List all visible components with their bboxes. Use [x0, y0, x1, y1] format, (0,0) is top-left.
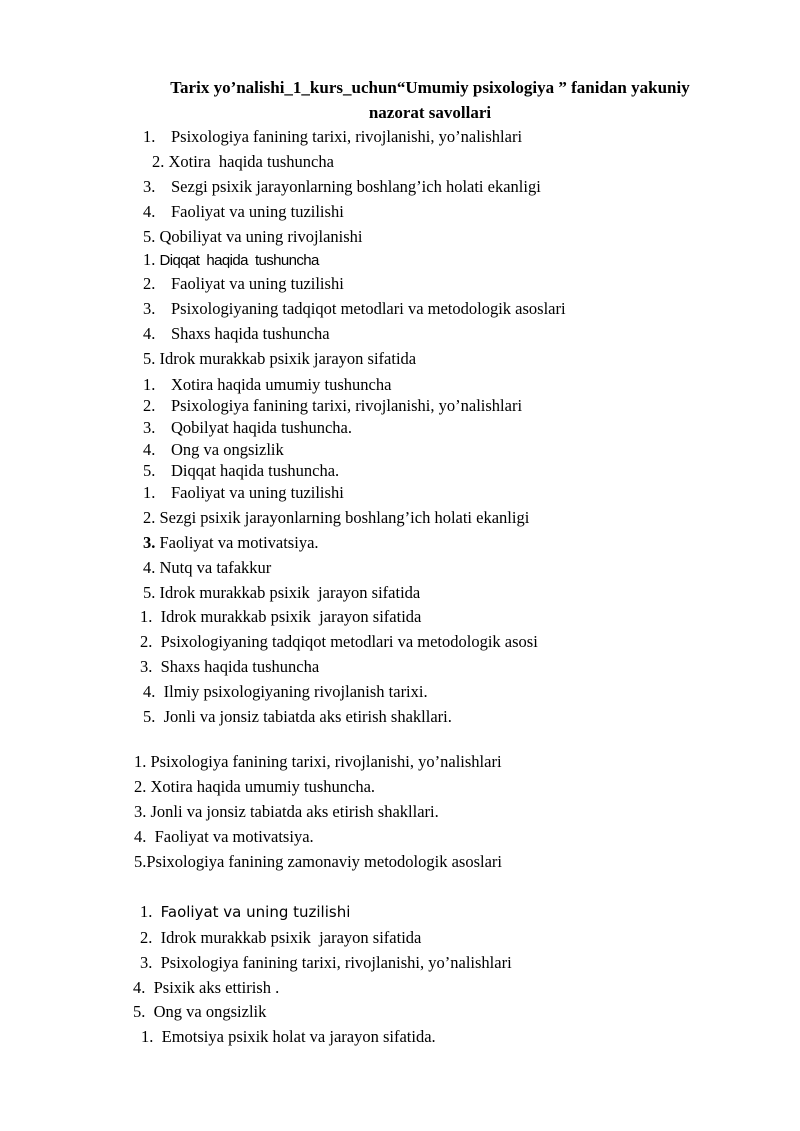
question-item: 1. Idrok murakkab psixik jarayon sifatida	[140, 607, 422, 626]
question-item: 3. Psixologiyaning tadqiqot metodlari va metodologik asoslari	[143, 299, 566, 318]
question-item: 4. Faoliyat va uning tuzilishi	[143, 202, 344, 221]
question-item: 2. Sezgi psixik jarayonlarning boshlang’ich holati ekanligi	[143, 508, 530, 527]
question-item: 3. Faoliyat va motivatsiya.	[143, 533, 319, 552]
question-item: 4. Faoliyat va motivatsiya.	[134, 827, 314, 846]
question-item: 2. Psixologiya fanining tarixi, rivojlanishi, yo’nalishlari	[143, 396, 523, 415]
question-item: 1. Faoliyat va uning tuzilishi	[140, 902, 351, 921]
question-item: 2. Faoliyat va uning tuzilishi	[143, 274, 344, 293]
question-item: 5. Ong va ongsizlik	[133, 1002, 267, 1021]
question-item: 5. Jonli va jonsiz tabiatda aks etirish shakllari.	[143, 707, 452, 726]
question-item: 3. Jonli va jonsiz tabiatda aks etirish shakllari.	[134, 802, 439, 821]
question-item: 1. Psixologiya fanining tarixi, rivojlanishi, yo’nalishlari	[143, 127, 523, 146]
question-item: 1. Emotsiya psixik holat va jarayon sifatida.	[141, 1027, 436, 1046]
question-item: 4. Ilmiy psixologiyaning rivojlanish tarixi.	[143, 682, 428, 701]
question-item: 4. Shaxs haqida tushuncha	[143, 324, 330, 343]
question-item: 4. Nutq va tafakkur	[143, 558, 272, 577]
question-item: 5. Diqqat haqida tushuncha.	[143, 461, 340, 480]
document-title-line-1: Tarix yo’nalishi_1_kurs_uchun“Umumiy psixologiya ” fanidan yakuniy	[170, 78, 690, 97]
question-item: 2. Psixologiyaning tadqiqot metodlari va metodologik asosi	[140, 632, 538, 651]
question-item: 3. Shaxs haqida tushuncha	[140, 657, 320, 676]
question-item: 3. Sezgi psixik jarayonlarning boshlang’ich holati ekanligi	[143, 177, 541, 196]
question-item: 2. Xotira haqida umumiy tushuncha.	[134, 777, 376, 796]
question-item: 4. Ong va ongsizlik	[143, 440, 284, 459]
question-item: 3. Qobilyat haqida tushuncha.	[143, 418, 353, 437]
question-item: 5. Idrok murakkab psixik jarayon sifatida	[143, 349, 417, 368]
question-item: 5. Qobiliyat va uning rivojlanishi	[143, 227, 363, 246]
question-item: 1. Diqqat haqida tushuncha	[143, 250, 319, 269]
question-item: 1. Faoliyat va uning tuzilishi	[143, 483, 344, 502]
question-item: 4. Psixik aks ettirish .	[133, 978, 280, 997]
question-item: 1. Xotira haqida umumiy tushuncha	[143, 375, 392, 394]
question-item: 3. Psixologiya fanining tarixi, rivojlanishi, yo’nalishlari	[140, 953, 512, 972]
question-item: 5.Psixologiya fanining zamonaviy metodologik asoslari	[134, 852, 502, 871]
question-item: 2. Xotira haqida tushuncha	[152, 152, 334, 171]
question-item: 5. Idrok murakkab psixik jarayon sifatida	[143, 583, 421, 602]
document-title-line-2: nazorat savollari	[368, 103, 492, 122]
question-item: 1. Psixologiya fanining tarixi, rivojlanishi, yo’nalishlari	[134, 752, 502, 771]
question-item: 2. Idrok murakkab psixik jarayon sifatida	[140, 928, 422, 947]
